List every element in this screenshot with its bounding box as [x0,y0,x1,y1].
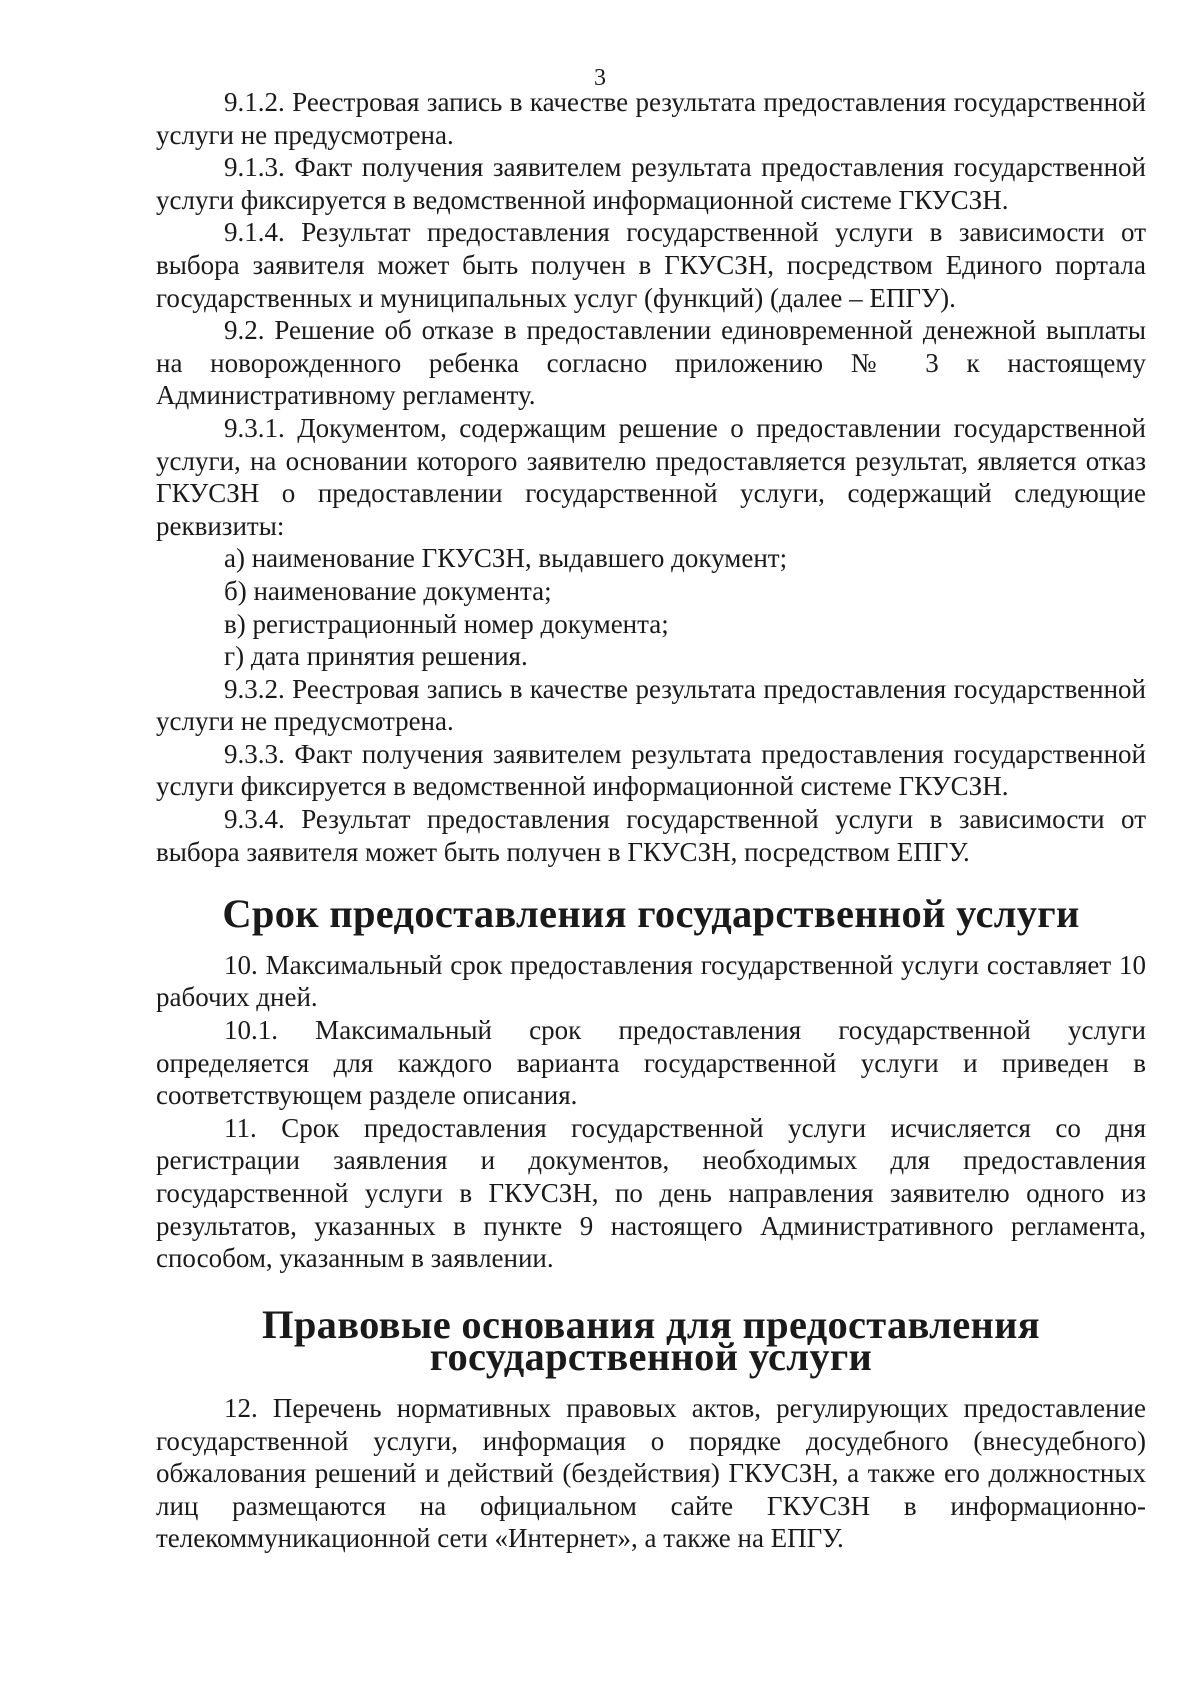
paragraph-9-2: 9.2. Решение об отказе в предоставлении единовременной денежной выплаты на новорожденного ребенка согласно приложению № 3 к настоящему Административному регламенту. [156,315,1146,411]
paragraph-9-3-1: 9.3.1. Документом, содержащим решение о предоставлении государственной услуги, на основании которого заявителю предоставляется результат, является отказ ГКУСЗН о предоставлении государственной услуги, содержащий следующие реквизиты: [156,412,1146,541]
list-item: б) наименование документа; [224,575,552,606]
paragraph-11: 11. Срок предоставления государственной услуги исчисляется со дня регистрации заявления и документов, необходимых для предоставления государственной услуги в ГКУСЗН, по день направления заявителю одного из результатов, указанных в пункте 9 настоящего Административного регламента, способом, указанным в заявлении. [156,1112,1146,1274]
paragraph-9-3-4: 9.3.4. Результат предоставления государственной услуги в зависимости от выбора заявителя может быть получен в ГКУСЗН, посредством ЕПГУ. [156,804,1146,867]
paragraph-9-1-3: 9.1.3. Факт получения заявителем результата предоставления государственной услуги фиксируется в ведомственной информационной системе ГКУСЗН. [156,152,1146,215]
paragraph-9-3-2: 9.3.2. Реестровая запись в качестве результата предоставления государственной услуги не предусмотрена. [156,673,1146,737]
list-item: а) наименование ГКУСЗН, выдавшего документ; [224,543,788,574]
section-heading-term: Срок предоставления государственной услуги [222,891,1080,937]
paragraph-9-3-3: 9.3.3. Факт получения заявителем результата предоставления государственной услуги фиксируется в ведомственной информационной системе ГКУСЗН. [156,738,1146,802]
paragraph-10: 10. Максимальный срок предоставления государственной услуги составляет 10 рабочих дней. [156,949,1146,1013]
list-item: в) регистрационный номер документа; [224,608,669,639]
paragraph-9-1-4: 9.1.4. Результат предоставления государственной услуги в зависимости от выбора заявителя может быть получен в ГКУСЗН, посредством Единого портала государственных и муниципальных услуг (функций) (далее – ЕПГУ). [156,217,1146,313]
paragraph-10-1: 10.1. Максимальный срок предоставления государственной услуги определяется для каждого варианта государственной услуги и приведен в соответствующем разделе описания. [156,1015,1146,1111]
page-number: 3 [594,65,606,91]
paragraph-9-1-2: 9.1.2. Реестровая запись в качестве результата предоставления государственной услуги не предусмотрена. [156,87,1146,150]
list-item: г) дата принятия решения. [224,641,528,672]
document-body [156,86,1146,1555]
section-heading-legal: Правовые основания для предоставления государственной услуги [262,1301,1040,1380]
paragraph-12: 12. Перечень нормативных правовых актов, регулирующих предоставление государственной услуги, информация о порядке досудебного (внесудебного) обжалования решений и действий (бездействия) ГКУСЗН, а также его должностных лиц размещаются на официальном сайте ГКУСЗН в информационно-телекоммуникационной сети «Интернет», а также на ЕПГУ. [156,1392,1146,1554]
